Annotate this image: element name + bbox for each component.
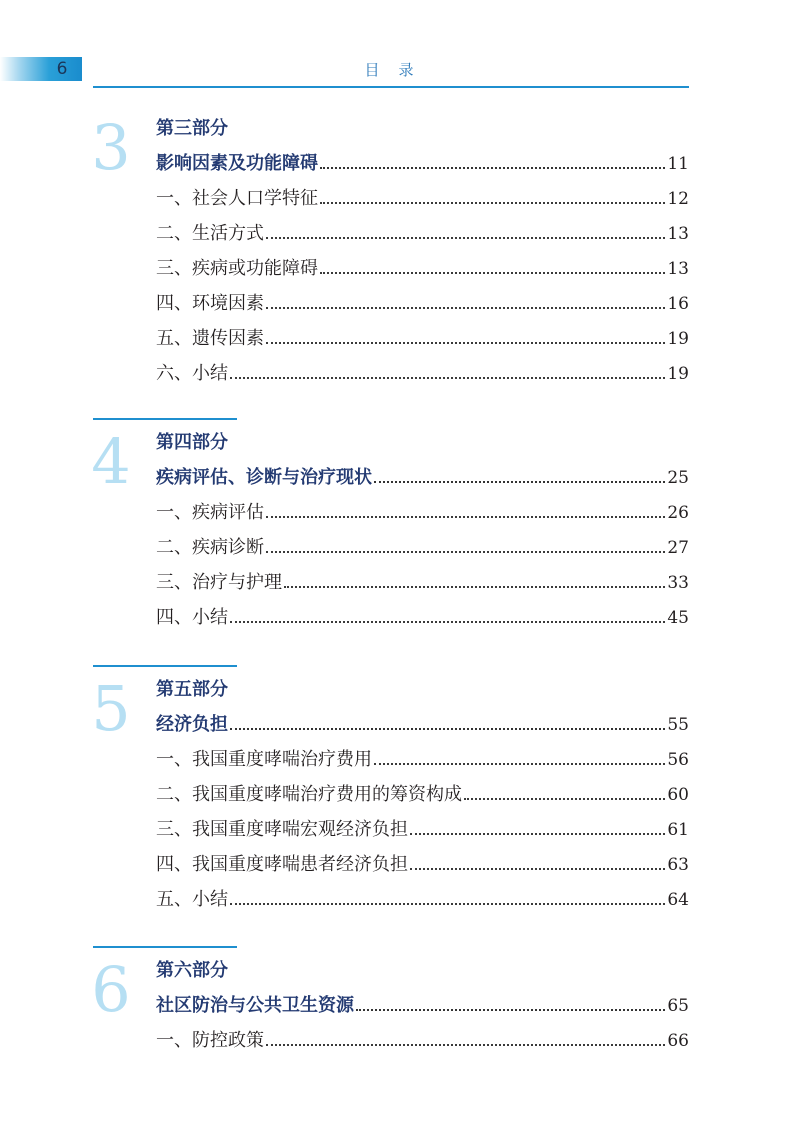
toc-entry[interactable]: [156, 851, 689, 879]
entry-title: 三、我国重度哮喘宏观经济负担: [156, 819, 408, 840]
toc-entry[interactable]: [156, 816, 689, 844]
page-ref: 25: [667, 468, 689, 488]
entry-title: 六、小结: [156, 363, 228, 384]
dot-leader: [266, 515, 665, 518]
page-ref: 56: [667, 750, 689, 770]
entry-title: 四、我国重度哮喘患者经济负担: [156, 854, 408, 875]
section-number: 5: [91, 672, 131, 745]
dot-leader: [410, 867, 665, 870]
toc-entry[interactable]: [156, 781, 689, 809]
entry-title: 一、我国重度哮喘治疗费用: [156, 749, 372, 770]
page-ref: 13: [667, 259, 689, 279]
entry-title: 五、小结: [156, 889, 228, 910]
header-rule: [93, 86, 689, 88]
running-header-title: 目 录: [364, 61, 416, 79]
page-ref: 55: [667, 715, 689, 735]
entry-title: 二、疾病诊断: [156, 537, 264, 558]
toc-entry[interactable]: [156, 185, 689, 213]
part-label: 第三部分: [156, 118, 228, 139]
dot-leader: [356, 1008, 665, 1011]
entry-title: 三、治疗与护理: [156, 572, 282, 593]
entry-title: 一、疾病评估: [156, 502, 264, 523]
page-ref: 45: [667, 608, 689, 628]
toc-entry[interactable]: [156, 746, 689, 774]
dot-leader: [320, 201, 665, 204]
page-ref: 63: [667, 855, 689, 875]
chapter-entry[interactable]: [156, 464, 689, 492]
entry-title: 三、疾病或功能障碍: [156, 258, 318, 279]
chapter-title: 疾病评估、诊断与治疗现状: [156, 467, 372, 488]
page-ref: 27: [667, 538, 689, 558]
entry-title: 四、环境因素: [156, 293, 264, 314]
chapter-entry[interactable]: [156, 992, 689, 1020]
page-ref: 26: [667, 503, 689, 523]
toc-entry[interactable]: [156, 604, 689, 632]
page-ref: 11: [667, 154, 689, 174]
dot-leader: [374, 480, 665, 483]
toc-entry[interactable]: [156, 360, 689, 388]
page-ref: 66: [667, 1031, 689, 1051]
section-rule: [93, 665, 237, 667]
page-ref: 12: [667, 189, 689, 209]
toc-entry[interactable]: [156, 534, 689, 562]
dot-leader: [230, 376, 665, 379]
dot-leader: [230, 620, 665, 623]
part-label: 第四部分: [156, 432, 228, 453]
entry-title: 二、生活方式: [156, 223, 264, 244]
entry-title: 五、遗传因素: [156, 328, 264, 349]
page-ref: 19: [667, 364, 689, 384]
page-ref: 33: [667, 573, 689, 593]
section-rule: [93, 418, 237, 420]
section-number: 6: [91, 953, 131, 1026]
toc-entry[interactable]: [156, 325, 689, 353]
part-label: 第六部分: [156, 960, 228, 981]
part-label: 第五部分: [156, 679, 228, 700]
dot-leader: [410, 832, 665, 835]
chapter-title: 影响因素及功能障碍: [156, 153, 318, 174]
chapter-title: 社区防治与公共卫生资源: [156, 995, 354, 1016]
toc-entry[interactable]: [156, 220, 689, 248]
entry-title: 一、防控政策: [156, 1030, 264, 1051]
dot-leader: [266, 341, 665, 344]
dot-leader: [266, 306, 665, 309]
dot-leader: [320, 166, 665, 169]
chapter-entry[interactable]: [156, 711, 689, 739]
page-ref: 16: [667, 294, 689, 314]
dot-leader: [374, 762, 665, 765]
page-ref: 19: [667, 329, 689, 349]
toc-entry[interactable]: [156, 255, 689, 283]
dot-leader: [230, 727, 665, 730]
page-ref: 61: [667, 820, 689, 840]
entry-title: 一、社会人口学特征: [156, 188, 318, 209]
page-ref: 13: [667, 224, 689, 244]
dot-leader: [464, 797, 665, 800]
page-ref: 64: [667, 890, 689, 910]
section-number: 4: [91, 425, 131, 498]
toc-entry[interactable]: [156, 1027, 689, 1055]
toc-entry[interactable]: [156, 886, 689, 914]
dot-leader: [320, 271, 665, 274]
toc-entry[interactable]: [156, 290, 689, 318]
dot-leader: [284, 585, 665, 588]
entry-title: 四、小结: [156, 607, 228, 628]
dot-leader: [266, 550, 665, 553]
toc-entry[interactable]: [156, 499, 689, 527]
page-ref: 60: [667, 785, 689, 805]
page-ref: 65: [667, 996, 689, 1016]
page-number: 6: [56, 59, 68, 79]
chapter-entry[interactable]: [156, 150, 689, 178]
dot-leader: [230, 902, 665, 905]
toc-entry[interactable]: [156, 569, 689, 597]
section-rule: [93, 946, 237, 948]
chapter-title: 经济负担: [156, 714, 228, 735]
dot-leader: [266, 236, 665, 239]
section-number: 3: [91, 111, 131, 184]
entry-title: 二、我国重度哮喘治疗费用的筹资构成: [156, 784, 462, 805]
dot-leader: [266, 1043, 665, 1046]
